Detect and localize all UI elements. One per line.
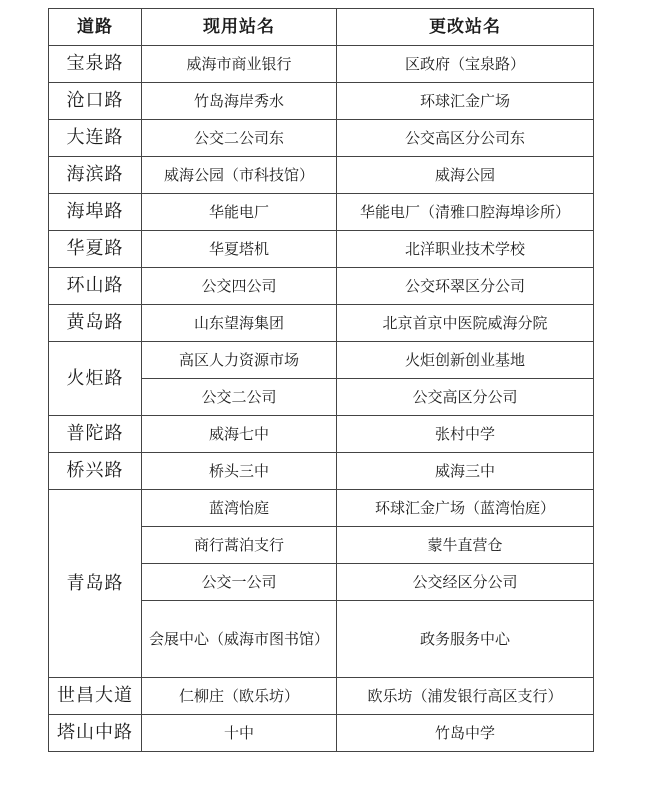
current-stop-name-cell: 威海市商业银行 [142, 46, 337, 83]
table-row [49, 678, 594, 715]
new-stop-name-cell: 公交经区分公司 [337, 564, 594, 601]
new-stop-name-cell: 北京首京中医院威海分院 [337, 305, 594, 342]
road-name-cell: 宝泉路 [49, 46, 142, 83]
table-row [49, 490, 594, 527]
current-stop-name-cell: 华夏塔机 [142, 231, 337, 268]
new-stop-name-cell: 环球汇金广场（蓝湾怡庭） [337, 490, 594, 527]
road-name-cell: 火炬路 [49, 342, 142, 416]
new-stop-name-cell: 张村中学 [337, 416, 594, 453]
current-stop-name-cell: 华能电厂 [142, 194, 337, 231]
road-name-cell: 桥兴路 [49, 453, 142, 490]
current-stop-name-cell: 桥头三中 [142, 453, 337, 490]
header-road: 道路 [49, 9, 142, 46]
road-name-cell: 黄岛路 [49, 305, 142, 342]
new-stop-name-cell: 环球汇金广场 [337, 83, 594, 120]
current-stop-name-cell: 商行蒿泊支行 [142, 527, 337, 564]
header-row [49, 9, 594, 46]
road-name-cell: 沧口路 [49, 83, 142, 120]
road-name-cell: 华夏路 [49, 231, 142, 268]
road-name-cell: 环山路 [49, 268, 142, 305]
current-stop-name-cell: 公交二公司 [142, 379, 337, 416]
table-row [49, 416, 594, 453]
table-body [49, 46, 594, 752]
table-row [49, 305, 594, 342]
road-name-cell: 大连路 [49, 120, 142, 157]
new-stop-name-cell: 区政府（宝泉路） [337, 46, 594, 83]
new-stop-name-cell: 北洋职业技术学校 [337, 231, 594, 268]
road-name-cell: 青岛路 [49, 490, 142, 678]
table-row [49, 46, 594, 83]
table-header [49, 9, 594, 46]
new-stop-name-cell: 欧乐坊（浦发银行高区支行） [337, 678, 594, 715]
station-rename-table [48, 8, 594, 752]
new-stop-name-cell: 威海公园 [337, 157, 594, 194]
current-stop-name-cell: 山东望海集团 [142, 305, 337, 342]
current-stop-name-cell: 威海七中 [142, 416, 337, 453]
table-row [49, 342, 594, 379]
table-row [49, 453, 594, 490]
table-row [49, 120, 594, 157]
current-stop-name-cell: 蓝湾怡庭 [142, 490, 337, 527]
header-current-stop-name: 现用站名 [142, 9, 337, 46]
road-name-cell: 普陀路 [49, 416, 142, 453]
road-name-cell: 塔山中路 [49, 715, 142, 752]
current-stop-name-cell: 竹岛海岸秀水 [142, 83, 337, 120]
header-new-stop-name: 更改站名 [337, 9, 594, 46]
current-stop-name-cell: 仁柳庄（欧乐坊） [142, 678, 337, 715]
table-row [49, 231, 594, 268]
table-row [49, 157, 594, 194]
current-stop-name-cell: 十中 [142, 715, 337, 752]
new-stop-name-cell: 华能电厂（清雅口腔海埠诊所） [337, 194, 594, 231]
new-stop-name-cell: 公交高区分公司 [337, 379, 594, 416]
current-stop-name-cell: 公交一公司 [142, 564, 337, 601]
table-row [49, 83, 594, 120]
table-row [49, 715, 594, 752]
current-stop-name-cell: 会展中心（威海市图书馆） [142, 601, 337, 678]
table-row [49, 268, 594, 305]
current-stop-name-cell: 公交二公司东 [142, 120, 337, 157]
new-stop-name-cell: 竹岛中学 [337, 715, 594, 752]
road-name-cell: 世昌大道 [49, 678, 142, 715]
current-stop-name-cell: 公交四公司 [142, 268, 337, 305]
road-name-cell: 海滨路 [49, 157, 142, 194]
new-stop-name-cell: 火炬创新创业基地 [337, 342, 594, 379]
table-row [49, 194, 594, 231]
road-name-cell: 海埠路 [49, 194, 142, 231]
current-stop-name-cell: 威海公园（市科技馆） [142, 157, 337, 194]
current-stop-name-cell: 高区人力资源市场 [142, 342, 337, 379]
new-stop-name-cell: 政务服务中心 [337, 601, 594, 678]
new-stop-name-cell: 蒙牛直营仓 [337, 527, 594, 564]
new-stop-name-cell: 公交环翠区分公司 [337, 268, 594, 305]
new-stop-name-cell: 公交高区分公司东 [337, 120, 594, 157]
new-stop-name-cell: 威海三中 [337, 453, 594, 490]
